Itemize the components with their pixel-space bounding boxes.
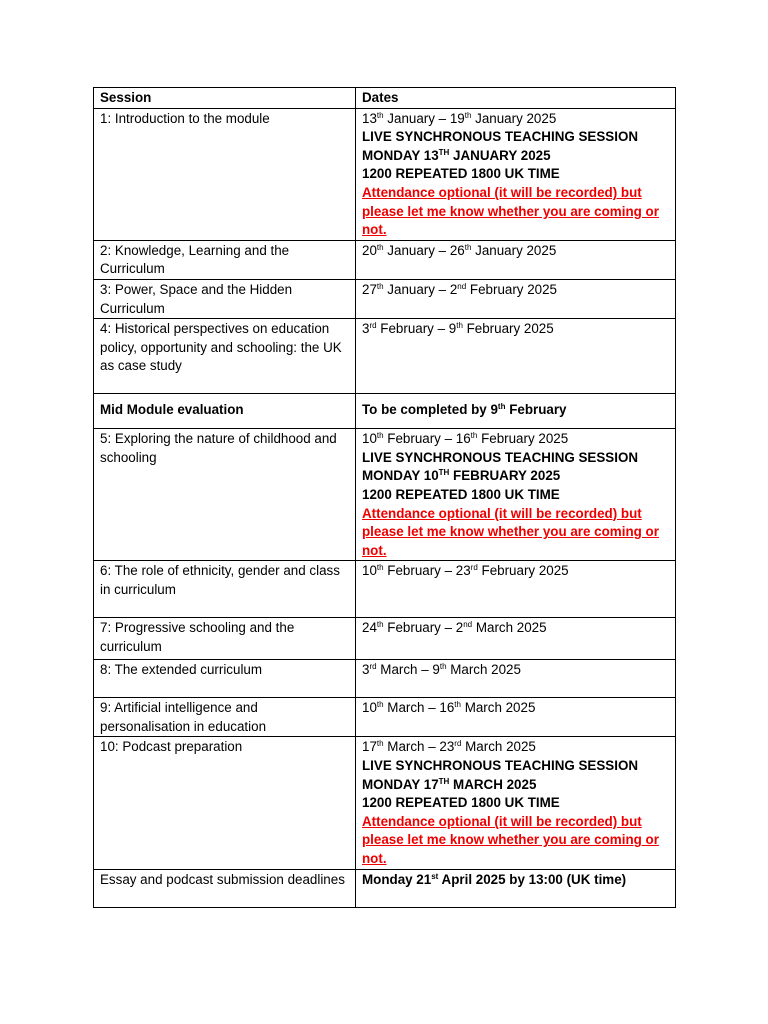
live-session-title: LIVE SYNCHRONOUS TEACHING SESSION bbox=[362, 129, 639, 145]
session-cell: 9: Artificial intelligence and personalisation in education bbox=[94, 698, 356, 737]
date-range: 13th January – 19th January 2025 bbox=[362, 110, 557, 126]
session-cell: 3: Power, Space and the Hidden Curriculum bbox=[94, 279, 356, 318]
table-row bbox=[94, 319, 676, 394]
live-session-title: LIVE SYNCHRONOUS TEACHING SESSION bbox=[362, 758, 639, 774]
session-cell: 6: The role of ethnicity, gender and class in curriculum bbox=[94, 561, 356, 618]
table-row bbox=[94, 240, 676, 279]
schedule-table bbox=[93, 87, 676, 908]
table-row bbox=[94, 394, 676, 429]
header-row bbox=[94, 88, 676, 109]
session-cell: 7: Progressive schooling and the curriculum bbox=[94, 618, 356, 660]
live-session-date: MONDAY 10TH FEBRUARY 2025 bbox=[362, 468, 561, 484]
session-cell: 8: The extended curriculum bbox=[94, 660, 356, 698]
table-row bbox=[94, 618, 676, 660]
live-session-date: MONDAY 17TH MARCH 2025 bbox=[362, 776, 537, 792]
table-row bbox=[94, 108, 676, 240]
session-cell: 10: Podcast preparation bbox=[94, 737, 356, 869]
session-cell: 2: Knowledge, Learning and the Curriculum bbox=[94, 240, 356, 279]
session-cell: 5: Exploring the nature of childhood and schooling bbox=[94, 429, 356, 561]
dates-cell bbox=[356, 108, 676, 240]
dates-cell bbox=[356, 429, 676, 561]
dates-cell: 3rd March – 9th March 2025 bbox=[356, 660, 676, 698]
session-cell: 4: Historical perspectives on education policy, opportunity and schooling: the UK as case study bbox=[94, 319, 356, 394]
table-row bbox=[94, 869, 676, 907]
table-row bbox=[94, 429, 676, 561]
dates-cell: 3rd February – 9th February 2025 bbox=[356, 319, 676, 394]
session-cell: Essay and podcast submission deadlines bbox=[94, 869, 356, 907]
table-row bbox=[94, 279, 676, 318]
session-cell: 1: Introduction to the module bbox=[94, 108, 356, 240]
dates-cell bbox=[356, 737, 676, 869]
table-row bbox=[94, 660, 676, 698]
date-range: 10th February – 16th February 2025 bbox=[362, 431, 569, 447]
dates-cell: 27th January – 2nd February 2025 bbox=[356, 279, 676, 318]
header-dates: Dates bbox=[356, 88, 676, 109]
table-row bbox=[94, 698, 676, 737]
dates-cell: 20th January – 26th January 2025 bbox=[356, 240, 676, 279]
dates-cell: Monday 21st April 2025 by 13:00 (UK time) bbox=[356, 869, 676, 907]
live-session-date: MONDAY 13TH JANUARY 2025 bbox=[362, 147, 551, 163]
dates-cell: 10th March – 16th March 2025 bbox=[356, 698, 676, 737]
date-range: 17th March – 23rd March 2025 bbox=[362, 739, 536, 755]
live-session-time: 1200 REPEATED 1800 UK TIME bbox=[362, 795, 560, 811]
dates-cell: To be completed by 9th February bbox=[356, 394, 676, 429]
live-session-time: 1200 REPEATED 1800 UK TIME bbox=[362, 166, 560, 182]
session-cell: Mid Module evaluation bbox=[94, 394, 356, 429]
table-row bbox=[94, 561, 676, 618]
attendance-note: Attendance optional (it will be recorded) but please let me know whether you are coming or not. bbox=[362, 505, 659, 558]
live-session-title: LIVE SYNCHRONOUS TEACHING SESSION bbox=[362, 449, 639, 465]
dates-cell: 24th February – 2nd March 2025 bbox=[356, 618, 676, 660]
header-session: Session bbox=[94, 88, 356, 109]
live-session-time: 1200 REPEATED 1800 UK TIME bbox=[362, 486, 560, 502]
dates-cell: 10th February – 23rd February 2025 bbox=[356, 561, 676, 618]
attendance-note: Attendance optional (it will be recorded) but please let me know whether you are coming or not. bbox=[362, 813, 659, 867]
table-row bbox=[94, 737, 676, 869]
attendance-note: Attendance optional (it will be recorded) but please let me know whether you are coming or not. bbox=[362, 184, 659, 238]
